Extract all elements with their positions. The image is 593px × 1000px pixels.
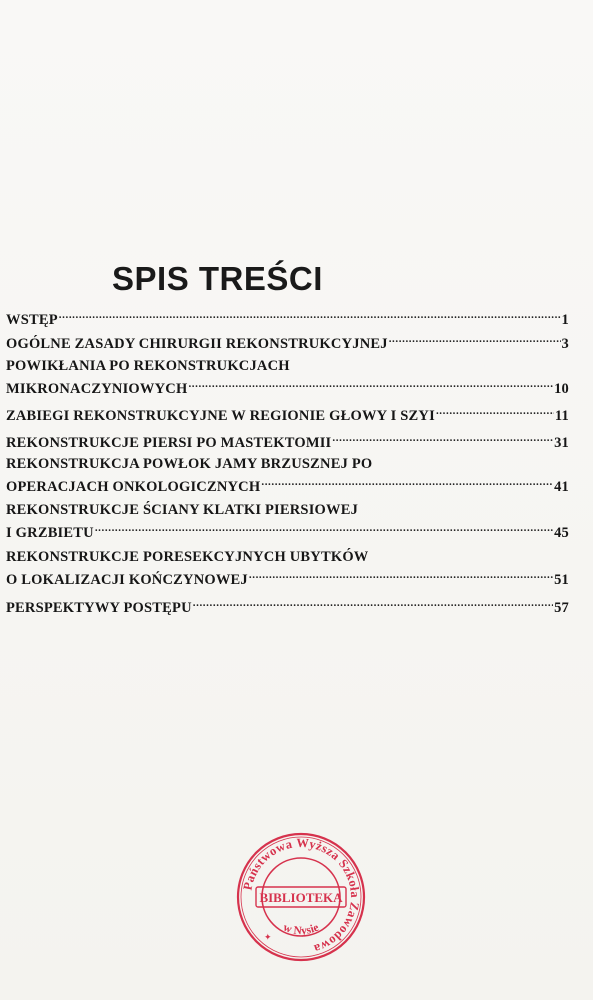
toc-dot-leader bbox=[193, 594, 553, 612]
toc-entry bbox=[6, 330, 569, 353]
toc-entry bbox=[6, 594, 569, 617]
toc-dot-leader bbox=[95, 519, 553, 537]
toc-dot-leader bbox=[249, 566, 553, 584]
toc-dot-leader bbox=[436, 402, 554, 420]
toc-page-number: 1 bbox=[561, 312, 569, 328]
toc-entry bbox=[6, 455, 569, 496]
toc-entry-title-line: POWIKŁANIA PO REKONSTRUKCJACH bbox=[6, 358, 290, 374]
toc-page-number: 57 bbox=[554, 600, 569, 616]
toc-dot-leader bbox=[188, 375, 553, 393]
toc-page-number: 45 bbox=[554, 525, 569, 541]
toc-page-number: 41 bbox=[554, 479, 569, 495]
toc-entry bbox=[6, 501, 569, 542]
toc-entry-title: PERSPEKTYWY POSTĘPU bbox=[6, 600, 192, 616]
toc-page-number: 11 bbox=[554, 408, 569, 424]
toc-dot-leader bbox=[59, 306, 561, 324]
toc-dot-leader bbox=[332, 429, 553, 447]
toc-entry-title-line: REKONSTRUKCJA POWŁOK JAMY BRZUSZNEJ PO bbox=[6, 456, 373, 472]
stamp-ring-text: Państwowa Wyższa Szkoła Zawodowa bbox=[240, 835, 363, 957]
page-title: SPIS TREŚCI bbox=[112, 260, 323, 297]
toc-entry-title-line: OPERACJACH ONKOLOGICZNYCH bbox=[6, 479, 261, 495]
toc-entry-title-line: REKONSTRUKCJE PORESEKCYJNYCH UBYTKÓW bbox=[6, 549, 369, 565]
toc-page-number: 31 bbox=[554, 435, 569, 451]
library-stamp bbox=[234, 830, 368, 964]
toc-dot-leader bbox=[261, 473, 553, 491]
toc-entry-title: ZABIEGI REKONSTRUKCYJNE W REGIONIE GŁOWY I SZYI bbox=[6, 408, 435, 424]
toc-entry-title: WSTĘP bbox=[6, 312, 58, 328]
toc-entry-title-line: MIKRONACZYNIOWYCH bbox=[6, 381, 188, 397]
toc-entry-title: REKONSTRUKCJE PIERSI PO MASTEKTOMII bbox=[6, 435, 332, 451]
toc-entry-title-line: O LOKALIZACJI KOŃCZYNOWEJ bbox=[6, 572, 248, 588]
toc-page-number: 3 bbox=[561, 336, 569, 352]
toc-dot-leader bbox=[389, 330, 561, 348]
toc-entry bbox=[6, 429, 569, 452]
toc-page-number: 10 bbox=[554, 381, 569, 397]
stamp-center-text: BIBLIOTEKA bbox=[259, 890, 343, 905]
stamp-star-icon: ✦ bbox=[264, 933, 272, 943]
toc-entry-title-line: REKONSTRUKCJE ŚCIANY KLATKI PIERSIOWEJ bbox=[6, 502, 359, 518]
stamp-bottom-text: w Nysie bbox=[281, 921, 321, 938]
toc-page-number: 51 bbox=[554, 572, 569, 588]
toc-entry bbox=[6, 357, 569, 398]
toc-entry-title-line: I GRZBIETU bbox=[6, 525, 94, 541]
toc-entry bbox=[6, 402, 569, 425]
toc-entry-title: OGÓLNE ZASADY CHIRURGII REKONSTRUKCYJNEJ bbox=[6, 336, 388, 352]
toc-entry bbox=[6, 548, 569, 589]
toc-entry bbox=[6, 306, 569, 329]
